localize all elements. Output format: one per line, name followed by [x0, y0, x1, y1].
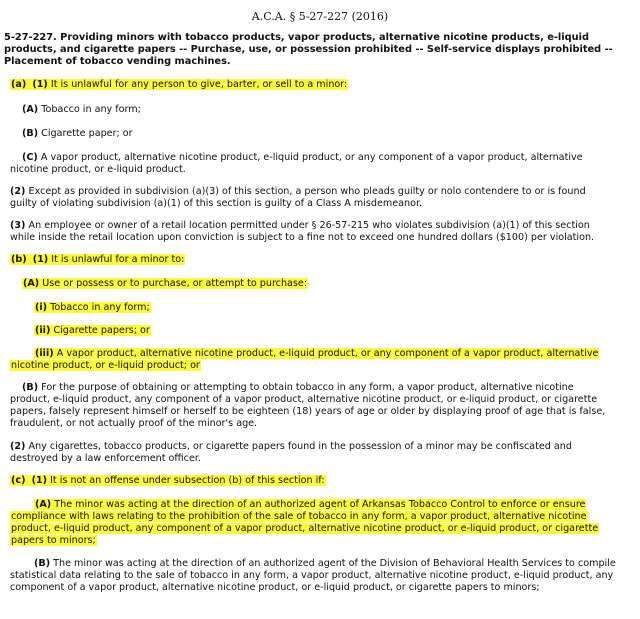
para-a-3-line-2: while inside the retail location upon conviction is subject to a fine not to exceed one hundred dollars ($100) per violation. — [10, 232, 595, 243]
item-c-B-line-2: statistical data relating to the sale of tobacco in any form, a vapor product, alternative nicotine product, e-liquid product, any — [10, 570, 614, 581]
subsection-b-para-1: (b) (1) It is unlawful for a minor to: — [11, 254, 185, 265]
item-a-C-line-1: (C) A vapor product, alternative nicotine product, e-liquid product, or any component of a vapor product, alternative — [22, 152, 583, 163]
item-a-C-line-2: nicotine product, or e-liquid product. — [10, 164, 186, 175]
para-a-2-line-1: (2) Except as provided in subdivision (a)(3) of this section, a person who pleads guilty or nolo contendere to or is found — [10, 186, 586, 197]
item-a-A: (A) Tobacco in any form; — [22, 104, 141, 115]
item-c-B-line-1: (B) The minor was acting at the direction of an authorized agent of the Division of Behavioral Health Services to compile — [34, 558, 616, 569]
item-c-B-line-3: component of a vapor product, alternative nicotine product, or e-liquid product, or cigarette papers to minors; — [10, 582, 540, 593]
item-b-B-line-3: papers, falsely represent himself or herself to be eighteen (18) years of age or older by displaying proof of age that is false, — [10, 406, 606, 417]
item-b-iii-line-1: (iii) A vapor product, alternative nicotine product, e-liquid product, or any component of a vapor product, alternative — [35, 348, 599, 359]
item-b-i: (i) Tobacco in any form; — [35, 302, 150, 313]
subsection-c-para-1: (c) (1) It is not an offense under subsection (b) of this section if: — [11, 475, 325, 486]
para-a-2-line-2: guilty of violating subdivision (a)(1) of this section is guilty of a Class A misdemeanor. — [10, 198, 423, 209]
section-title-line-1: 5-27-227. Providing minors with tobacco products, vapor products, alternative nicotine products, e-liquid — [4, 32, 589, 43]
item-b-B-line-1: (B) For the purpose of obtaining or attempting to obtain tobacco in any form, a vapor product, alternative nicotine — [22, 382, 574, 393]
item-b-A: (A) Use or possess or to purchase, or attempt to purchase: — [23, 278, 308, 289]
item-b-ii: (ii) Cigarette papers; or — [35, 325, 150, 336]
item-c-A-line-2: compliance with laws relating to the prohibition of the sale of tobacco in any form, a vapor product, alternative nicotine — [11, 511, 587, 522]
section-title-line-3: Placement of tobacco vending machines. — [4, 56, 231, 67]
para-b-2-line-1: (2) Any cigarettes, tobacco products, or cigarette papers found in the possession of a minor may be confiscated and — [10, 441, 572, 452]
item-c-A-line-4: papers to minors; — [11, 535, 96, 546]
para-a-3-line-1: (3) An employee or owner of a retail location permitted under § 26-57-215 who violates subdivision (a)(1) of this section — [10, 220, 590, 231]
item-b-B-line-4: fraudulent, or not actually proof of the minor's age. — [10, 418, 258, 429]
section-title-line-2: products, and cigarette papers -- Purchase, use, or possession prohibited -- Self-service displays prohibited -- — [4, 44, 613, 55]
item-a-B: (B) Cigarette paper; or — [22, 128, 133, 139]
subsection-a-para-1 — [10, 79, 348, 91]
item-c-A-line-1: (A) The minor was acting at the direction of an authorized agent of Arkansas Tobacco Control to enforce or ensure — [35, 499, 586, 510]
label-a-1: (1) — [32, 79, 48, 90]
label-a: (a) — [11, 79, 27, 90]
text-a-1: It is unlawful for any person to give, barter, or sell to a minor: — [50, 79, 348, 90]
citation-header: A.C.A. § 5-27-227 (2016) — [251, 10, 389, 23]
item-c-A-line-3: product, e-liquid product, any component of a vapor product, alternative nicotine product, or e-liquid product, or cigarette — [11, 523, 599, 534]
item-b-iii-line-2: nicotine product, or e-liquid product; or — [11, 360, 200, 371]
para-b-2-line-2: destroyed by a law enforcement officer. — [10, 453, 201, 464]
item-b-B-line-2: product, e-liquid product, any component of a vapor product, alternative nicotine product, or e-liquid product, or cigarette — [10, 394, 598, 405]
